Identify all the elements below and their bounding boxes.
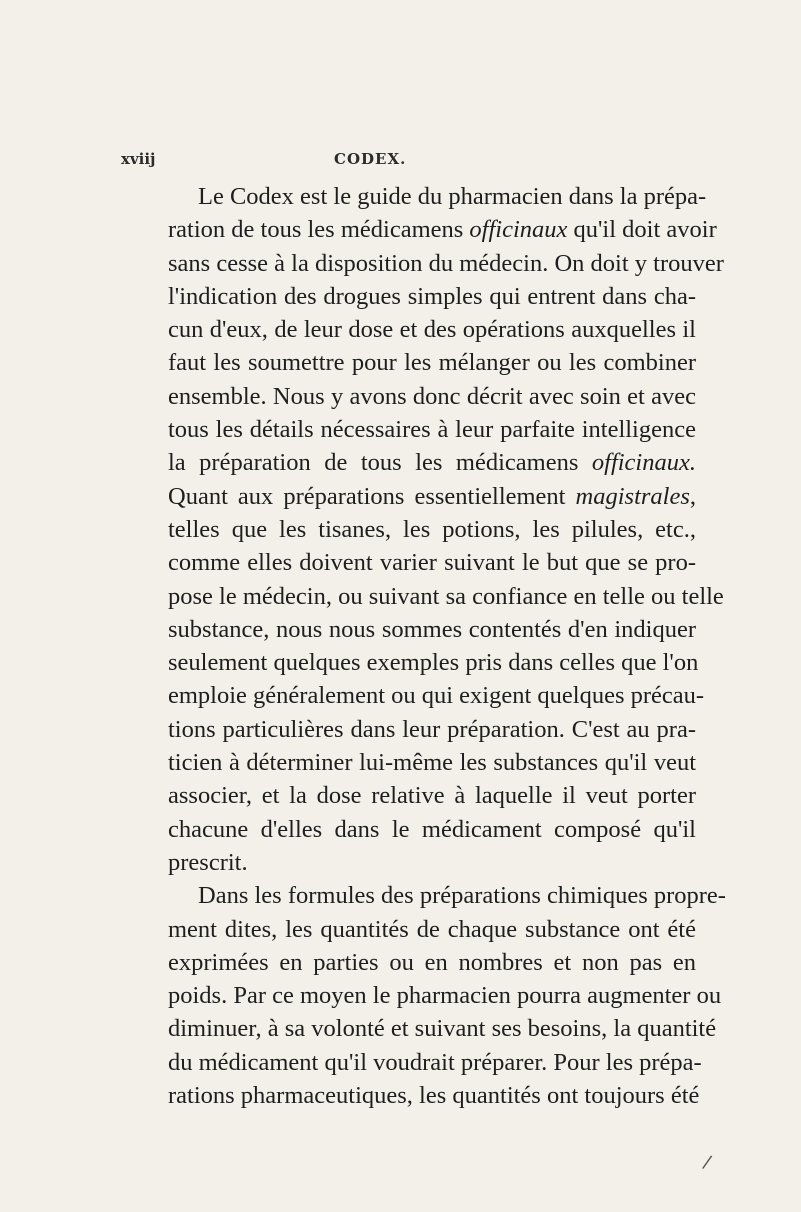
text-line: tous les détails nécessaires à leur parfaite intelligence — [168, 416, 696, 444]
text-line: ration de tous les médicamens officinaux qu'il doit avoir — [168, 216, 717, 244]
text-line: poids. Par ce moyen le pharmacien pourra augmenter ou — [168, 982, 722, 1010]
text-line: comme elles doivent varier suivant le but que se pro- — [168, 549, 696, 577]
text-line: pose le médecin, ou suivant sa confiance en telle ou telle — [168, 582, 724, 610]
text-line: du médicament qu'il voudrait préparer. Pour les prépa- — [168, 1048, 702, 1076]
text-line: emploie généralement ou qui exigent quelques précau- — [168, 682, 705, 710]
text-line: substance, nous nous sommes contentés d'en indiquer — [168, 615, 696, 643]
page-number: xviij — [121, 150, 156, 168]
text-line: ment dites, les quantités de chaque substance ont été — [168, 915, 696, 943]
text-line: ensemble. Nous y avons donc décrit avec soin et avec — [168, 382, 696, 410]
text-line: ticien à déterminer lui-même les substances qu'il veut — [168, 749, 696, 777]
paragraph — [138, 180, 724, 879]
text-line: l'indication des drogues simples qui entrent dans cha- — [168, 282, 696, 310]
text-line: cun d'eux, de leur dose et des opérations auxquelles il — [168, 316, 696, 344]
text-line: associer, et la dose relative à laquelle il veut porter — [168, 782, 696, 810]
text-line: Dans les formules des préparations chimiques propre- — [198, 882, 726, 910]
text-line: seulement quelques exemples pris dans celles que l'on — [168, 649, 699, 677]
running-title: CODEX. — [334, 150, 407, 168]
text-line: Le Codex est le guide du pharmacien dans la prépa- — [198, 183, 707, 210]
text-line: la préparation de tous les médicamens officinaux. — [168, 449, 696, 477]
stray-pen-mark: / — [700, 1151, 714, 1174]
text-line: faut les soumettre pour les mélanger ou les combiner — [168, 349, 696, 377]
body-text — [138, 180, 726, 1112]
text-line: prescrit. — [168, 848, 248, 876]
text-line: sans cesse à la disposition du médecin. On doit y trouver — [168, 249, 724, 277]
text-line: diminuer, à sa volonté et suivant ses besoins, la quantité — [168, 1015, 717, 1043]
text-line: rations pharmaceutiques, les quantités ont toujours été — [168, 1082, 700, 1110]
text-line: tions particulières dans leur préparation. C'est au pra- — [168, 715, 696, 743]
text-line: Quant aux préparations essentiellement magistrales, — [168, 482, 696, 510]
text-line: telles que les tisanes, les potions, les pilules, etc., — [168, 515, 696, 543]
paragraph — [138, 879, 726, 1112]
page-header — [121, 150, 681, 170]
text-line: chacune d'elles dans le médicament composé qu'il — [168, 815, 696, 843]
text-line: exprimées en parties ou en nombres et non pas en — [168, 948, 696, 976]
